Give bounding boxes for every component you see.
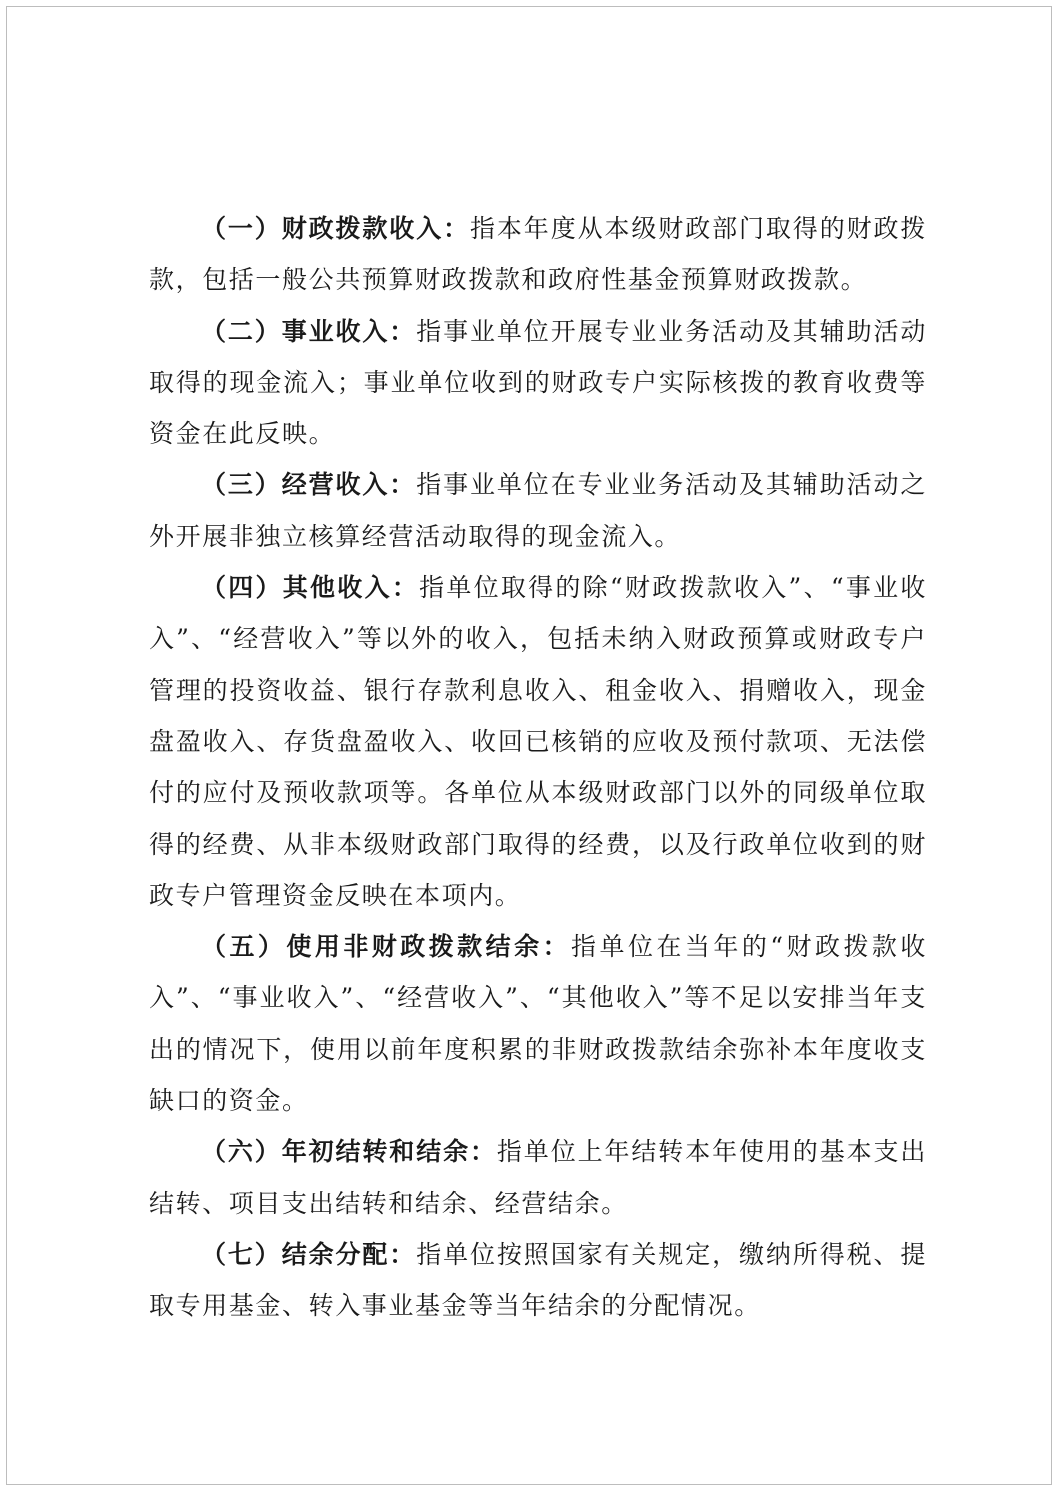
paragraph-text: 指单位在当年的“财政拨款收入”、“事业收入”、“经营收入”、“其他收入”等不足以安排当年支出的情况下，使用以前年度积累的非财政拨款结余弥补本年度收支缺口的资金。 [149,932,927,1116]
paragraph-carryover-balance [149,1126,927,1229]
paragraph-business-income [149,306,927,460]
paragraph-label: （四）其他收入： [201,573,420,603]
paragraph-text: 指事业单位在专业业务活动及其辅助活动之外开展非独立核算经营活动取得的现金流入。 [149,470,927,551]
paragraph-non-fiscal-balance-use [149,921,927,1126]
paragraph-label: （六）年初结转和结余： [201,1137,497,1167]
paragraph-other-income [149,562,927,921]
paragraph-text: 指事业单位开展专业业务活动及其辅助活动取得的现金流入；事业单位收到的财政专户实际核拨的教育收费等资金在此反映。 [149,316,927,449]
document-page [6,6,1052,1485]
paragraph-label: （七）结余分配： [201,1239,417,1269]
paragraph-label: （三）经营收入： [201,470,417,500]
paragraph-text: 指本年度从本级财政部门取得的财政拨款，包括一般公共预算财政拨款和政府性基金预算财政拨款。 [149,214,927,295]
paragraph-balance-distribution [149,1229,927,1332]
document-body [149,203,927,1332]
paragraph-label: （二）事业收入： [201,316,417,346]
paragraph-label: （五）使用非财政拨款结余： [201,932,572,962]
paragraph-text: 指单位取得的除“财政拨款收入”、“事业收入”、“经营收入”等以外的收入，包括未纳入财政预算或财政专户管理的投资收益、银行存款利息收入、租金收入、捐赠收入，现金盘盈收入、存货盘盈收入、收回已核销的应收及预付款项、无法偿付的应付及预收款项等。各单位从本级财政部门以外的同级单位取得的经费、从非本级财政部门取得的经费，以及行政单位收到的财政专户管理资金反映在本项内。 [149,573,927,910]
paragraph-fiscal-appropriation-income [149,203,927,306]
paragraph-text: 指单位按照国家有关规定，缴纳所得税、提取专用基金、转入事业基金等当年结余的分配情况。 [149,1239,927,1321]
paragraph-operating-income [149,459,927,562]
paragraph-label: （一）财政拨款收入： [201,214,470,243]
paragraph-text: 指单位上年结转本年使用的基本支出结转、项目支出结转和结余、经营结余。 [149,1137,927,1218]
